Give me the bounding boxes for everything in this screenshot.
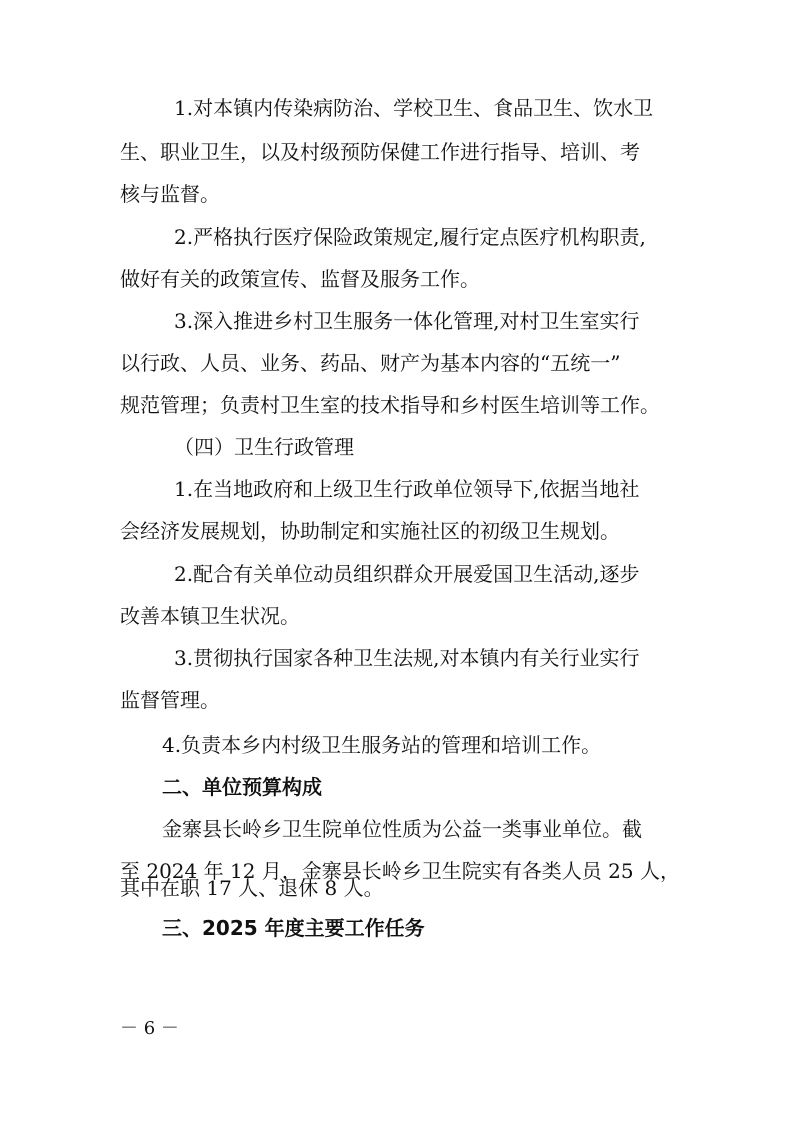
paragraph-line: 1.对本镇内传染病防治、学校卫生、食品卫生、饮水卫 [174, 96, 654, 120]
paragraph-line: 以行政、人员、业务、药品、财产为基本内容的“五统一” [120, 351, 621, 375]
paragraph-line: 其中在职 17 人、退休 8 人。 [120, 876, 384, 900]
page-number: － 6 － [120, 1018, 179, 1039]
paragraph-line: 4.负责本乡内村级卫生服务站的管理和培训工作。 [162, 733, 602, 757]
paragraph-line: 3.深入推进乡村卫生服务一体化管理,对村卫生室实行 [174, 309, 640, 333]
paragraph-line: 改善本镇卫生状况。 [120, 604, 300, 628]
paragraph-line: 金寨县长岭乡卫生院单位性质为公益一类事业单位。截 [162, 817, 642, 841]
paragraph-line: 2.配合有关单位动员组织群众开展爱国卫生活动,逐步 [174, 562, 640, 586]
section-heading: 三、2025 年度主要工作任务 [162, 916, 425, 940]
paragraph-line: 至 2024 年 12 月，金寨县长岭乡卫生院实有各类人员 25 人， [120, 859, 680, 883]
section-heading: 二、单位预算构成 [162, 775, 322, 799]
paragraph-line: 1.在当地政府和上级卫生行政单位领导下,依据当地社 [174, 477, 640, 501]
paragraph-line: 核与监督。 [120, 182, 220, 206]
paragraph-line: 监督管理。 [120, 688, 220, 712]
paragraph-line: 2.严格执行医疗保险政策规定,履行定点医疗机构职责, [174, 225, 646, 249]
paragraph-line: 会经济发展规划，协助制定和实施社区的初级卫生规划。 [120, 519, 620, 543]
paragraph-line: 生、职业卫生，以及村级预防保健工作进行指导、培训、考 [120, 140, 640, 164]
section-subheading: （四）卫生行政管理 [174, 435, 354, 459]
paragraph-line: 3.贯彻执行国家各种卫生法规,对本镇内有关行业实行 [174, 646, 640, 670]
paragraph-line: 规范管理；负责村卫生室的技术指导和乡村医生培训等工作。 [120, 393, 660, 417]
paragraph-line: 做好有关的政策宣传、监督及服务工作。 [120, 267, 480, 291]
